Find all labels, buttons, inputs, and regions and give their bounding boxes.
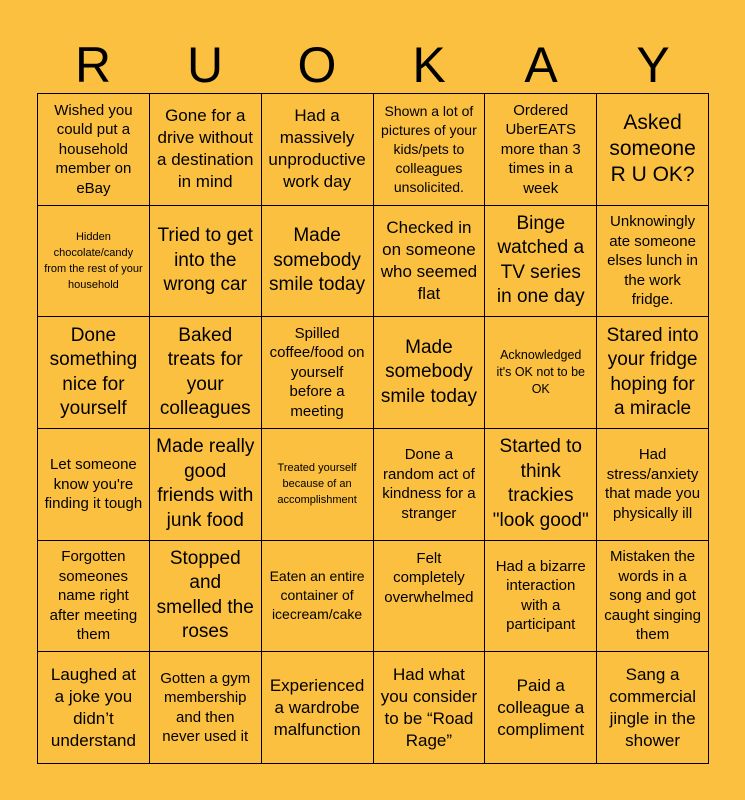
bingo-cell[interactable]: Binge watched a TV series in one day bbox=[485, 206, 597, 318]
bingo-cell[interactable]: Laughed at a joke you didn’t understand bbox=[38, 652, 150, 764]
header-letter-r: R bbox=[74, 37, 112, 93]
header-letter-k: K bbox=[412, 37, 446, 93]
bingo-cell[interactable]: Hidden chocolate/candy from the rest of your household bbox=[38, 206, 150, 318]
header-letter-o: O bbox=[297, 37, 337, 93]
bingo-cell[interactable]: Done something nice for yourself bbox=[38, 317, 150, 429]
bingo-cell[interactable]: Gotten a gym membership and then never used it bbox=[150, 652, 262, 764]
bingo-cell[interactable]: Ordered UberEATS more than 3 times in a week bbox=[485, 94, 597, 206]
header-letter-y: Y bbox=[636, 37, 670, 93]
bingo-cell[interactable]: Had a massively unproductive work day bbox=[262, 94, 374, 206]
header-letter-u: U bbox=[186, 37, 224, 93]
bingo-cell[interactable]: Done a random act of kindness for a stranger bbox=[374, 429, 486, 541]
bingo-cell[interactable]: Shown a lot of pictures of your kids/pets to colleagues unsolicited. bbox=[374, 94, 486, 206]
bingo-cell[interactable]: Asked someone R U OK? bbox=[597, 94, 709, 206]
bingo-header bbox=[37, 36, 709, 94]
bingo-cell[interactable]: Stared into your fridge hoping for a miracle bbox=[597, 317, 709, 429]
bingo-cell[interactable]: Baked treats for your colleagues bbox=[150, 317, 262, 429]
bingo-cell[interactable]: Checked in on someone who seemed flat bbox=[374, 206, 486, 318]
bingo-cell[interactable]: Had stress/anxiety that made you physically ill bbox=[597, 429, 709, 541]
bingo-cell[interactable]: Made somebody smile today bbox=[374, 317, 486, 429]
bingo-cell[interactable]: Started to think trackies "look good" bbox=[485, 429, 597, 541]
bingo-cell[interactable]: Let someone know you're finding it tough bbox=[38, 429, 150, 541]
bingo-cell[interactable]: Felt completely overwhelmed bbox=[374, 541, 486, 653]
bingo-cell[interactable]: Unknowingly ate someone elses lunch in the work fridge. bbox=[597, 206, 709, 318]
bingo-cell[interactable]: Sang a commercial jingle in the shower bbox=[597, 652, 709, 764]
bingo-cell[interactable]: Had what you consider to be “Road Rage” bbox=[374, 652, 486, 764]
bingo-cell[interactable]: Spilled coffee/food on yourself before a meeting bbox=[262, 317, 374, 429]
bingo-cell[interactable]: Acknowledged it's OK not to be OK bbox=[485, 317, 597, 429]
bingo-cell[interactable]: Mistaken the words in a song and got caught singing them bbox=[597, 541, 709, 653]
bingo-cell[interactable]: Made somebody smile today bbox=[262, 206, 374, 318]
bingo-cell[interactable]: Paid a colleague a compliment bbox=[485, 652, 597, 764]
bingo-cell[interactable]: Forgotten someones name right after meeting them bbox=[38, 541, 150, 653]
bingo-cell[interactable]: Eaten an entire container of icecream/cake bbox=[262, 541, 374, 653]
bingo-cell[interactable]: Experienced a wardrobe malfunction bbox=[262, 652, 374, 764]
bingo-cell[interactable]: Stopped and smelled the roses bbox=[150, 541, 262, 653]
header-letter-a: A bbox=[524, 37, 558, 93]
bingo-cell[interactable]: Made really good friends with junk food bbox=[150, 429, 262, 541]
bingo-cell[interactable]: Wished you could put a household member on eBay bbox=[38, 94, 150, 206]
bingo-cell[interactable]: Treated yourself because of an accomplishment bbox=[262, 429, 374, 541]
bingo-cell[interactable]: Tried to get into the wrong car bbox=[150, 206, 262, 318]
bingo-cell[interactable]: Had a bizarre interaction with a participant bbox=[485, 541, 597, 653]
bingo-grid bbox=[37, 93, 709, 764]
bingo-cell[interactable]: Gone for a drive without a destination in mind bbox=[150, 94, 262, 206]
